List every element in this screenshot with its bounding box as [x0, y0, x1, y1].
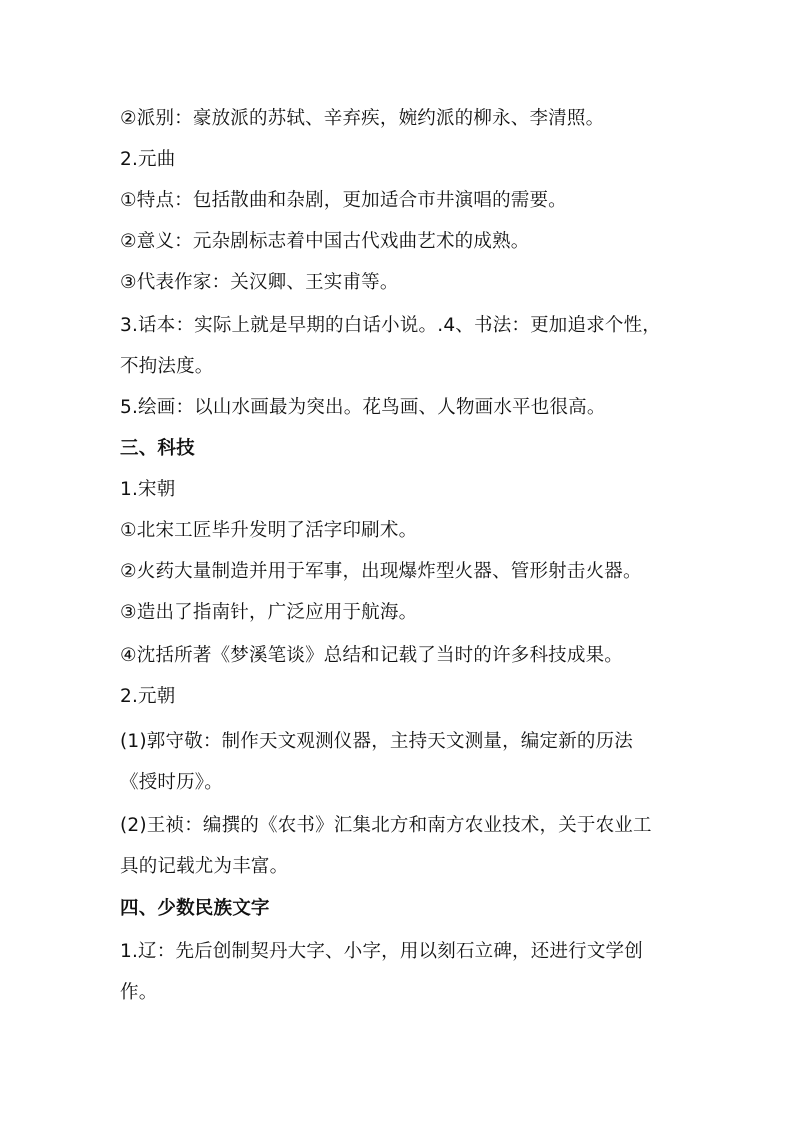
text-line: ③代表作家：关汉卿、王实甫等。	[120, 272, 399, 293]
text-line: (2)王祯：编撰的《农书》汇集北方和南方农业技术，关于农业工	[120, 815, 652, 836]
subheading: 2.元曲	[120, 149, 176, 170]
subheading: 1.宋朝	[120, 479, 176, 500]
section-heading: 四、少数民族文字	[120, 898, 270, 919]
text-line: 作。	[120, 982, 158, 1003]
text-line: ③造出了指南针，广泛应用于航海。	[120, 602, 418, 623]
text-line: ④沈括所著《梦溪笔谈》总结和记载了当时的许多科技成果。	[120, 645, 623, 666]
text-line: 3.话本：实际上就是早期的白话小说。.4、书法：更加追求个性，	[120, 315, 662, 336]
text-line: 具的记载尤为丰富。	[120, 856, 289, 877]
text-line: ②派别：豪放派的苏轼、辛弃疾，婉约派的柳永、李清照。	[120, 108, 605, 129]
text-line: 不拘法度。	[120, 356, 214, 377]
text-line: ①特点：包括散曲和杂剧，更加适合市井演唱的需要。	[120, 190, 567, 211]
text-line: ②火药大量制造并用于军事，出现爆炸型火器、管形射击火器。	[120, 561, 642, 582]
text-line: 1.辽：先后创制契丹大字、小字，用以刻石立碑，还进行文学创	[120, 941, 643, 962]
text-line: (1)郭守敬：制作天文观测仪器，主持天文测量，编定新的历法	[120, 731, 634, 752]
text-line: ①北宋工匠毕升发明了活字印刷术。	[120, 520, 418, 541]
subheading: 2.元朝	[120, 686, 176, 707]
section-heading: 三、科技	[120, 438, 195, 459]
text-line: ②意义：元杂剧标志着中国古代戏曲艺术的成熟。	[120, 231, 530, 252]
text-line: 《授时历》。	[120, 772, 223, 793]
text-line: 5.绘画：以山水画最为突出。花鸟画、人物画水平也很高。	[120, 397, 606, 418]
